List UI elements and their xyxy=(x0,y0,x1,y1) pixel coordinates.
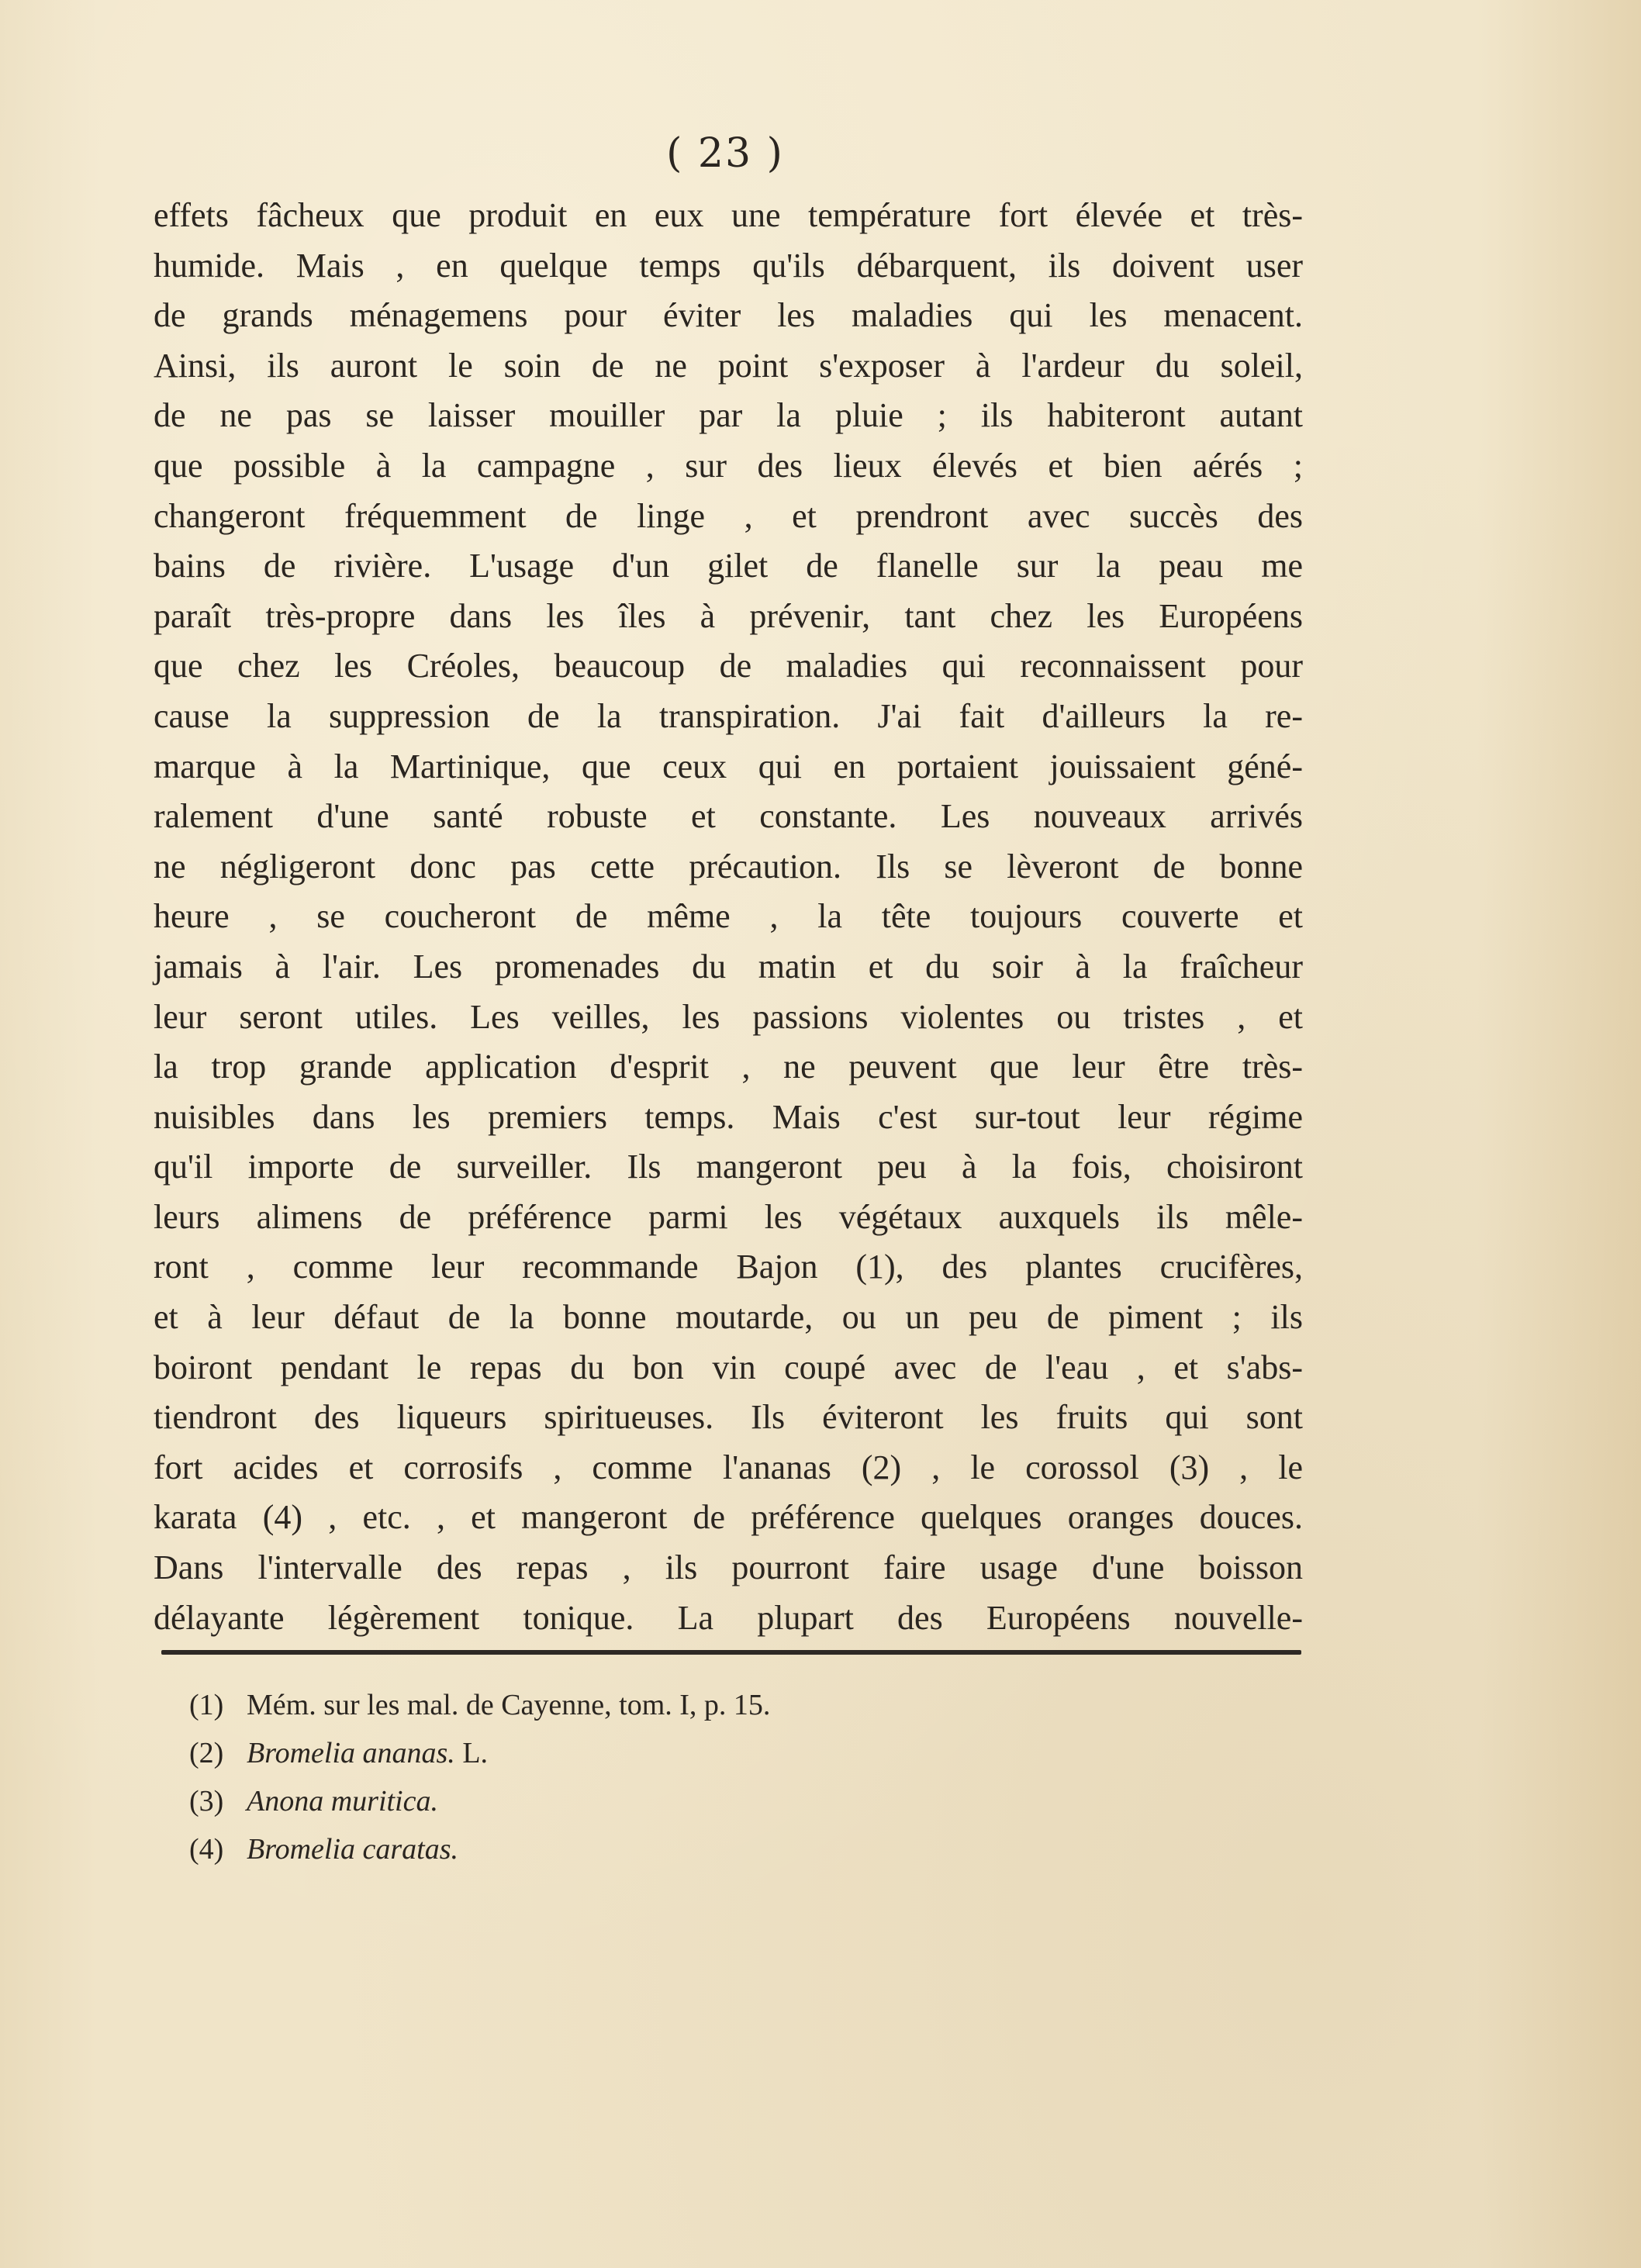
text-line: effets fâcheux que produit en eux une température fort élevée et très- xyxy=(154,196,1303,234)
footnote xyxy=(189,1681,1120,1729)
footnote-number: (3) xyxy=(189,1785,224,1818)
text-line: Dans l'intervalle des repas , ils pourront faire usage d'une boisson xyxy=(154,1548,1303,1587)
text-line: ne négligeront donc pas cette précaution. Ils se lèveront de bonne xyxy=(154,847,1303,885)
text-line: bains de rivière. L'usage d'un gilet de flanelle sur la peau me xyxy=(154,547,1303,585)
footnote-text: Bromelia ananas. xyxy=(247,1737,455,1769)
text-line: paraît très-propre dans les îles à prévenir, tant chez les Européens xyxy=(154,596,1303,635)
text-line: changeront fréquemment de linge , et prendront avec succès des xyxy=(154,496,1303,535)
body-text xyxy=(154,191,1303,1643)
page-number: ( 23 ) xyxy=(666,130,784,177)
text-line: karata (4) , etc. , et mangeront de préférence quelques oranges douces. xyxy=(154,1498,1303,1537)
text-line: cause la suppression de la transpiration. J'ai fait d'ailleurs la re- xyxy=(154,696,1303,735)
footnote-suffix: L. xyxy=(454,1737,489,1769)
text-line: de grands ménagemens pour éviter les maladies qui les menacent. xyxy=(154,296,1303,335)
footnote-text: Anona muritica. xyxy=(247,1785,438,1818)
footnote xyxy=(189,1729,1120,1777)
text-line: délayante légèrement tonique. La plupart des Européens nouvelle- xyxy=(154,1598,1303,1637)
text-line: que possible à la campagne , sur des lieux élevés et bien aérés ; xyxy=(154,446,1303,485)
text-line: Ainsi, ils auront le soin de ne point s'exposer à l'ardeur du soleil, xyxy=(154,346,1303,385)
text-line: et à leur défaut de la bonne moutarde, ou un peu de piment ; ils xyxy=(154,1298,1303,1337)
text-line: ront , comme leur recommande Bajon (1), des plantes crucifères, xyxy=(154,1248,1303,1286)
text-line: que chez les Créoles, beaucoup de maladies qui reconnaissent pour xyxy=(154,647,1303,685)
text-line: nuisibles dans les premiers temps. Mais c'est sur-tout leur régime xyxy=(154,1097,1303,1136)
footnote-number: (2) xyxy=(189,1737,224,1769)
text-line: de ne pas se laisser mouiller par la pluie ; ils habiteront autant xyxy=(154,396,1303,435)
text-line: qu'il importe de surveiller. Ils mangeront peu à la fois, choisiront xyxy=(154,1148,1303,1186)
text-line: tiendront des liqueurs spiritueuses. Ils éviteront les fruits qui sont xyxy=(154,1398,1303,1437)
text-line: heure , se coucheront de même , la tête toujours couverte et xyxy=(154,897,1303,936)
footnote-number: (1) xyxy=(189,1689,224,1721)
footnote xyxy=(189,1825,1120,1873)
text-line: boiront pendant le repas du bon vin coupé avec de l'eau , et s'abs- xyxy=(154,1348,1303,1386)
text-line: marque à la Martinique, que ceux qui en portaient jouissaient géné- xyxy=(154,747,1303,785)
text-line: fort acides et corrosifs , comme l'ananas (2) , le corossol (3) , le xyxy=(154,1448,1303,1486)
footnotes xyxy=(189,1681,1120,1873)
footnote-text: Mém. sur les mal. de Cayenne, tom. I, p. 15. xyxy=(247,1689,771,1721)
footnote-rule xyxy=(161,1650,1301,1655)
text-line: jamais à l'air. Les promenades du matin et du soir à la fraîcheur xyxy=(154,947,1303,986)
text-line: leurs alimens de préférence parmi les végétaux auxquels ils mêle- xyxy=(154,1197,1303,1236)
footnote-text: Bromelia caratas. xyxy=(247,1833,459,1866)
footnote-number: (4) xyxy=(189,1833,224,1866)
text-line: ralement d'une santé robuste et constante. Les nouveaux arrivés xyxy=(154,797,1303,836)
text-line: humide. Mais , en quelque temps qu'ils débarquent, ils doivent user xyxy=(154,246,1303,285)
footnote xyxy=(189,1777,1120,1825)
text-line: leur seront utiles. Les veilles, les passions violentes ou tristes , et xyxy=(154,997,1303,1036)
text-line: la trop grande application d'esprit , ne peuvent que leur être très- xyxy=(154,1048,1303,1086)
